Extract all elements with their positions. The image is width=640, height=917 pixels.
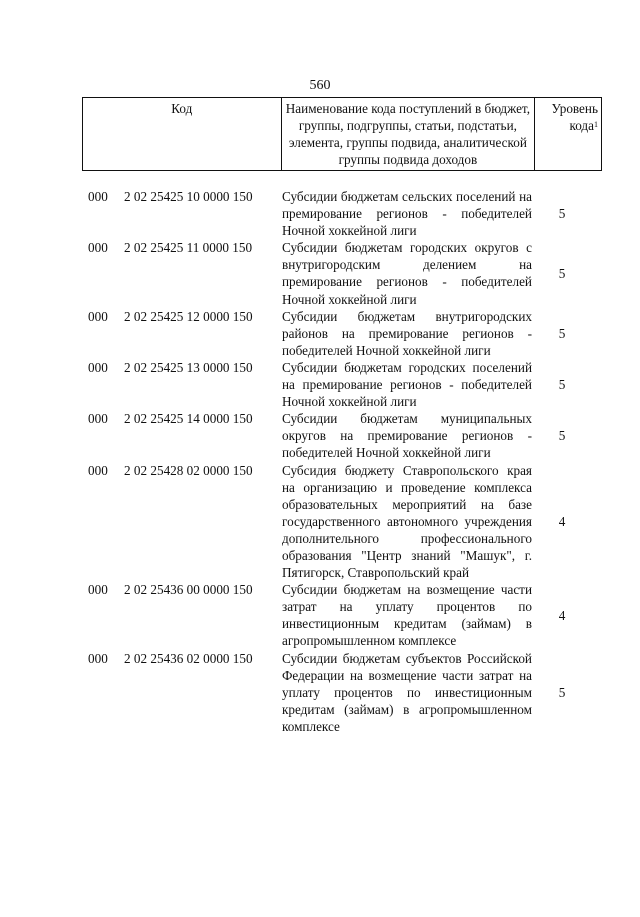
row-prefix: 000 [88, 462, 108, 478]
row-code: 2 02 25425 13 0000 150 [124, 359, 253, 375]
table-row [82, 188, 602, 239]
row-level: 4 [558, 607, 566, 623]
row-name: Субсидии бюджетам городских поселений на премирование регионов - победителей Ночной хоккейной лиги [282, 359, 532, 410]
table-row [82, 239, 602, 307]
row-code: 2 02 25428 02 0000 150 [124, 462, 253, 478]
table-row [82, 462, 602, 582]
row-name: Субсидии бюджетам городских округов с внутригородским делением на премирование регионов - победителей Ночной хоккейной лиги [282, 240, 532, 307]
table-row [82, 359, 602, 410]
row-prefix: 000 [88, 359, 108, 375]
row-code: 2 02 25425 12 0000 150 [124, 308, 253, 324]
row-code: 2 02 25436 02 0000 150 [124, 650, 253, 666]
table-row [82, 410, 602, 461]
row-name: Субсидии бюджетам сельских поселений на премирование регионов - победителей Ночной хоккейной лиги [282, 189, 532, 239]
table-body [82, 188, 602, 735]
header-code: Код [83, 98, 282, 171]
header-level-footnote: 1 [594, 120, 598, 129]
table-row [82, 650, 602, 735]
row-code: 2 02 25425 14 0000 150 [124, 411, 253, 427]
row-level: 4 [558, 513, 566, 529]
row-level: 5 [558, 377, 566, 393]
row-prefix: 000 [88, 582, 108, 598]
row-prefix: 000 [88, 240, 108, 256]
header-level [535, 98, 602, 171]
table-row [82, 308, 602, 359]
row-code: 2 02 25425 11 0000 150 [124, 240, 253, 256]
row-level: 5 [558, 325, 566, 341]
row-prefix: 000 [88, 189, 108, 204]
table-header [82, 97, 602, 171]
row-level: 5 [558, 265, 566, 281]
table-row [82, 581, 602, 649]
header-level-label: Уровень кода [551, 101, 598, 133]
row-name: Субсидии бюджетам внутригородских районов на премирование регионов - победителей Ночной хоккейной лиги [282, 308, 532, 358]
row-name: Субсидии бюджетам муниципальных округов на премирование регионов - победителей Ночной хоккейной лиги [282, 411, 532, 461]
row-level: 5 [558, 684, 566, 700]
row-prefix: 000 [88, 308, 108, 324]
row-level: 5 [558, 428, 566, 444]
row-level: 5 [558, 206, 566, 222]
row-prefix: 000 [88, 650, 108, 666]
row-name: Субсидии бюджетам субъектов Российской Федерации на возмещение части затрат на уплату процентов по инвестиционным кредитам (займам) в агропромышленном комплексе [282, 650, 532, 734]
row-code: 2 02 25436 00 0000 150 [124, 582, 253, 598]
page-number: 560 [309, 78, 331, 93]
row-name: Субсидия бюджету Ставропольского края на организацию и проведение комплекса образовательных мероприятий на базе государственного автономного учреждения дополнительного профессионального образования "Центр знаний "Машук", г. Пятигорск, Ставропольский край [282, 462, 532, 581]
row-name: Субсидии бюджетам на возмещение части затрат на уплату процентов по инвестиционным кредитам (займам) в агропромышленном комплексе [282, 582, 532, 649]
row-code: 2 02 25425 10 0000 150 [124, 189, 253, 204]
header-name: Наименование кода поступлений в бюджет, группы, подгруппы, статьи, подстатьи, элемента, группы подвида, аналитической группы подвида доходов [281, 98, 535, 171]
row-prefix: 000 [88, 411, 108, 427]
